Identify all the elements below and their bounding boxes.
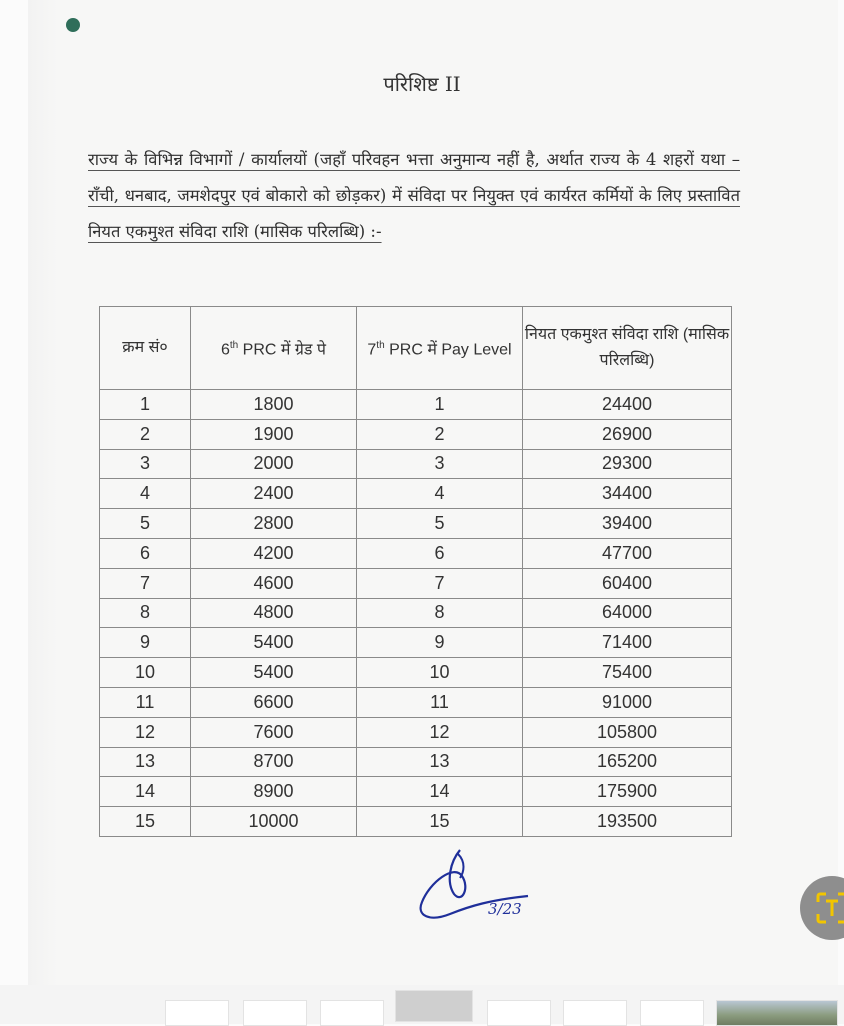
cell-grade-pay: 4600 <box>191 568 357 598</box>
cell-amount: 29300 <box>523 449 732 479</box>
cell-serial: 2 <box>100 419 191 449</box>
cell-serial: 10 <box>100 658 191 688</box>
cell-grade-pay: 2800 <box>191 509 357 539</box>
cell-serial: 8 <box>100 598 191 628</box>
table-row <box>100 479 732 509</box>
cell-serial: 11 <box>100 687 191 717</box>
cell-serial: 14 <box>100 777 191 807</box>
cell-grade-pay: 2000 <box>191 449 357 479</box>
table-row <box>100 390 732 420</box>
page-thumb[interactable] <box>165 1000 229 1026</box>
cell-grade-pay: 1900 <box>191 419 357 449</box>
cell-serial: 9 <box>100 628 191 658</box>
table-row <box>100 658 732 688</box>
cell-grade-pay: 6600 <box>191 687 357 717</box>
page-thumb[interactable] <box>563 1000 627 1026</box>
cell-grade-pay: 8900 <box>191 777 357 807</box>
cell-serial: 1 <box>100 390 191 420</box>
cell-grade-pay: 4200 <box>191 538 357 568</box>
cell-amount: 193500 <box>523 807 732 837</box>
cell-serial: 5 <box>100 509 191 539</box>
cell-amount: 60400 <box>523 568 732 598</box>
cell-pay-level: 15 <box>357 807 523 837</box>
cell-amount: 165200 <box>523 747 732 777</box>
cell-serial: 3 <box>100 449 191 479</box>
cell-pay-level: 5 <box>357 509 523 539</box>
cell-serial: 6 <box>100 538 191 568</box>
cell-pay-level: 6 <box>357 538 523 568</box>
cell-grade-pay: 5400 <box>191 658 357 688</box>
header-serial: क्रम सं० <box>100 307 191 390</box>
header-sixth-prc: 6th PRC में ग्रेड पे <box>191 307 357 390</box>
intro-paragraph: राज्य के विभिन्न विभागों / कार्यालयों (जहाँ परिवहन भत्ता अनुमान्य नहीं है, अर्थात राज्य के 4 शहरों यथा –राँची, धनबाद, जमशेदपुर एवं बोकारो को छोड़कर) में संविदा पर नियुक्त एवं कार्यरत कर्मियों के लिए प्रस्तावित नियत एकमुश्त संविदा राशि (मासिक परिलब्धि) :- <box>88 150 740 241</box>
page-edge-shadow <box>28 0 58 985</box>
table-row <box>100 538 732 568</box>
cell-pay-level: 7 <box>357 568 523 598</box>
page-thumb[interactable] <box>320 1000 384 1026</box>
table-header-row <box>100 307 732 390</box>
table-row <box>100 598 732 628</box>
table-row <box>100 807 732 837</box>
cell-pay-level: 4 <box>357 479 523 509</box>
cell-serial: 7 <box>100 568 191 598</box>
cell-grade-pay: 5400 <box>191 628 357 658</box>
cell-amount: 91000 <box>523 687 732 717</box>
cell-grade-pay: 8700 <box>191 747 357 777</box>
cell-pay-level: 1 <box>357 390 523 420</box>
cell-amount: 71400 <box>523 628 732 658</box>
table-row <box>100 419 732 449</box>
cell-grade-pay: 10000 <box>191 807 357 837</box>
cell-pay-level: 11 <box>357 687 523 717</box>
pay-table <box>99 306 732 837</box>
cell-amount: 24400 <box>523 390 732 420</box>
table-row <box>100 717 732 747</box>
page-thumb[interactable] <box>640 1000 704 1026</box>
page-thumb[interactable] <box>243 1000 307 1026</box>
cell-amount: 39400 <box>523 509 732 539</box>
cell-pay-level: 10 <box>357 658 523 688</box>
cell-pay-level: 3 <box>357 449 523 479</box>
table-row <box>100 628 732 658</box>
table-row <box>100 509 732 539</box>
cell-pay-level: 2 <box>357 419 523 449</box>
photo-thumb[interactable] <box>716 1000 838 1026</box>
page-thumb[interactable] <box>487 1000 551 1026</box>
table-row <box>100 687 732 717</box>
cell-serial: 13 <box>100 747 191 777</box>
cell-amount: 64000 <box>523 598 732 628</box>
cell-pay-level: 14 <box>357 777 523 807</box>
cell-amount: 26900 <box>523 419 732 449</box>
hole-punch-mark <box>66 18 80 32</box>
cell-grade-pay: 4800 <box>191 598 357 628</box>
table-row <box>100 777 732 807</box>
header-amount: नियत एकमुश्त संविदा राशि (मासिक परिलब्धि) <box>523 307 732 390</box>
cell-serial: 4 <box>100 479 191 509</box>
signature-date: 3/23 <box>488 900 522 918</box>
cell-pay-level: 9 <box>357 628 523 658</box>
table-row <box>100 568 732 598</box>
cell-pay-level: 13 <box>357 747 523 777</box>
cell-grade-pay: 2400 <box>191 479 357 509</box>
cell-pay-level: 8 <box>357 598 523 628</box>
page-thumb-selected[interactable] <box>395 990 473 1022</box>
cell-serial: 12 <box>100 717 191 747</box>
table-row <box>100 449 732 479</box>
cell-amount: 105800 <box>523 717 732 747</box>
cell-pay-level: 12 <box>357 717 523 747</box>
header-seventh-prc: 7th PRC में Pay Level <box>357 307 523 390</box>
text-extract-icon <box>814 890 844 926</box>
signature <box>410 842 550 932</box>
table-row <box>100 747 732 777</box>
cell-amount: 75400 <box>523 658 732 688</box>
cell-grade-pay: 1800 <box>191 390 357 420</box>
cell-amount: 47700 <box>523 538 732 568</box>
cell-amount: 175900 <box>523 777 732 807</box>
cell-grade-pay: 7600 <box>191 717 357 747</box>
document-title: परिशिष्ट II <box>383 72 461 96</box>
cell-serial: 15 <box>100 807 191 837</box>
cell-amount: 34400 <box>523 479 732 509</box>
